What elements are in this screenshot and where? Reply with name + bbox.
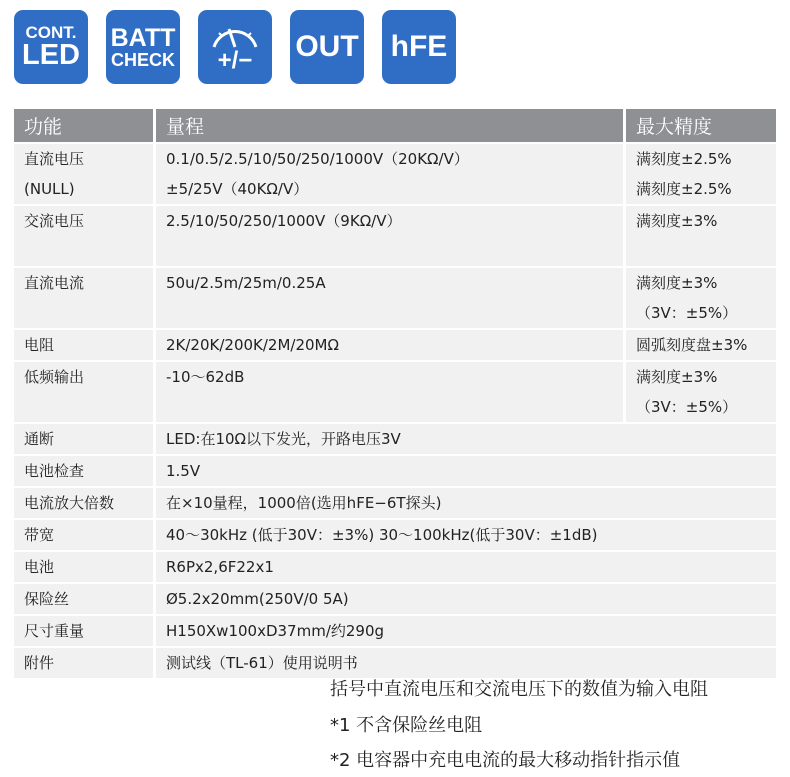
note-line: *2 电容器中充电电流的最大移动指针指示值 (330, 750, 681, 771)
accuracy (626, 362, 776, 422)
range (156, 552, 776, 582)
range (156, 144, 626, 204)
function (14, 362, 156, 422)
cell-line: 2K/20K/200K/2M/20MΩ (166, 336, 339, 354)
table-row (14, 648, 776, 678)
icon-label: CHECK (110, 49, 175, 70)
cell-line (166, 392, 623, 422)
header-accuracy: 最大精度 (626, 109, 776, 142)
range (156, 330, 626, 360)
table-row (14, 362, 776, 422)
cell-line: 通断 (24, 430, 55, 448)
icon-label: hFE (390, 30, 448, 63)
icon-label: +/− (217, 47, 253, 74)
cell-line: 带宽 (24, 526, 55, 544)
range (156, 520, 776, 550)
range (156, 424, 776, 454)
cell-line: 圆弧刻度盘±3% (636, 336, 748, 354)
accuracy (626, 330, 776, 360)
function (14, 584, 156, 614)
cell-line: 尺寸重量 (24, 622, 85, 640)
table-row (14, 456, 776, 486)
cell-line: 交流电压 (24, 212, 85, 230)
table-row (14, 330, 776, 360)
spec-table (14, 107, 776, 680)
batt-check-icon (106, 10, 180, 84)
cell-line: 50u/2.5m/25m/0.25A (166, 274, 326, 292)
icon-label: OUT (295, 30, 359, 63)
cell-line (24, 392, 153, 422)
cell-line: 直流电流 (24, 274, 85, 292)
cell-line: 满刻度±3% (636, 212, 718, 230)
cell-line: （3V：±5%） (636, 398, 738, 416)
polarity-icon (198, 10, 272, 84)
cell-line: 直流电压 (24, 150, 85, 168)
cell-line: 电池检查 (24, 462, 85, 480)
range (156, 584, 776, 614)
cell-line: ±5/25V（40KΩ/V） (166, 180, 309, 198)
cell-line: LED:在10Ω以下发光，开路电压3V (166, 430, 401, 448)
range (156, 268, 626, 328)
range (156, 456, 776, 486)
table-row (14, 616, 776, 646)
cell-line: Ø5.2x20mm(250V/0 5A) (166, 590, 349, 608)
cell-line: 低频输出 (24, 368, 85, 386)
table-row (14, 552, 776, 582)
cell-line: 电流放大倍数 (24, 494, 115, 512)
cell-line: 满刻度±2.5% (636, 180, 732, 198)
note-line: *1 不含保险丝电阻 (330, 715, 483, 736)
cell-line: 测试线（TL-61）使用说明书 (166, 654, 358, 672)
cell-line: （3V：±5%） (636, 304, 738, 322)
header-range: 量程 (156, 109, 626, 142)
cell-line: 40～30kHz (低于30V：±3%) 30～100kHz(低于30V：±1dB) (166, 526, 598, 544)
function (14, 488, 156, 518)
cell-line (166, 298, 623, 328)
function (14, 456, 156, 486)
range (156, 362, 626, 422)
function (14, 206, 156, 266)
meter-arc-icon (208, 21, 262, 49)
range (156, 488, 776, 518)
table-row (14, 584, 776, 614)
accuracy (626, 206, 776, 266)
range (156, 616, 776, 646)
cell-line: 电池 (24, 558, 55, 576)
cell-line: 附件 (24, 654, 55, 672)
function (14, 648, 156, 678)
cell-line: 电阻 (24, 336, 55, 354)
icon-label: CONT. (25, 23, 77, 42)
table-row (14, 206, 776, 266)
cell-line: R6Px2,6F22x1 (166, 558, 274, 576)
hfe-icon (382, 10, 456, 84)
cell-line: H150Xw100xD37mm/约290g (166, 622, 385, 640)
accuracy (626, 144, 776, 204)
cell-line: 在×10量程，1000倍(选用hFE−6T探头) (166, 494, 442, 512)
cell-line: 满刻度±2.5% (636, 150, 732, 168)
cell-line (24, 298, 153, 328)
out-icon (290, 10, 364, 84)
range (156, 648, 776, 678)
function (14, 330, 156, 360)
header-function: 功能 (14, 109, 156, 142)
range (156, 206, 626, 266)
table-row (14, 520, 776, 550)
cell-line: 0.1/0.5/2.5/10/50/250/1000V（20KΩ/V） (166, 150, 469, 168)
function (14, 520, 156, 550)
table-row (14, 424, 776, 454)
function (14, 268, 156, 328)
function (14, 616, 156, 646)
icon-label: BATT (110, 23, 176, 52)
table-row (14, 488, 776, 518)
accuracy (626, 268, 776, 328)
cell-line: 满刻度±3% (636, 368, 718, 386)
table-header-row (14, 109, 776, 142)
cell-line: 1.5V (166, 462, 201, 480)
cont-led-icon (14, 10, 88, 84)
icon-label: LED (22, 39, 80, 71)
cell-line (636, 236, 776, 266)
cell-line: (NULL) (24, 180, 75, 198)
cell-line: 满刻度±3% (636, 274, 718, 292)
cell-line: 2.5/10/50/250/1000V（9KΩ/V） (166, 212, 402, 230)
cell-line: 保险丝 (24, 590, 70, 608)
cell-line (166, 236, 623, 266)
function (14, 552, 156, 582)
cell-line: -10～62dB (166, 368, 245, 386)
function (14, 424, 156, 454)
function (14, 144, 156, 204)
cell-line (24, 236, 153, 266)
note-line: 括号中直流电压和交流电压下的数值为输入电阻 (330, 679, 708, 700)
table-row (14, 144, 776, 204)
table-row (14, 268, 776, 328)
